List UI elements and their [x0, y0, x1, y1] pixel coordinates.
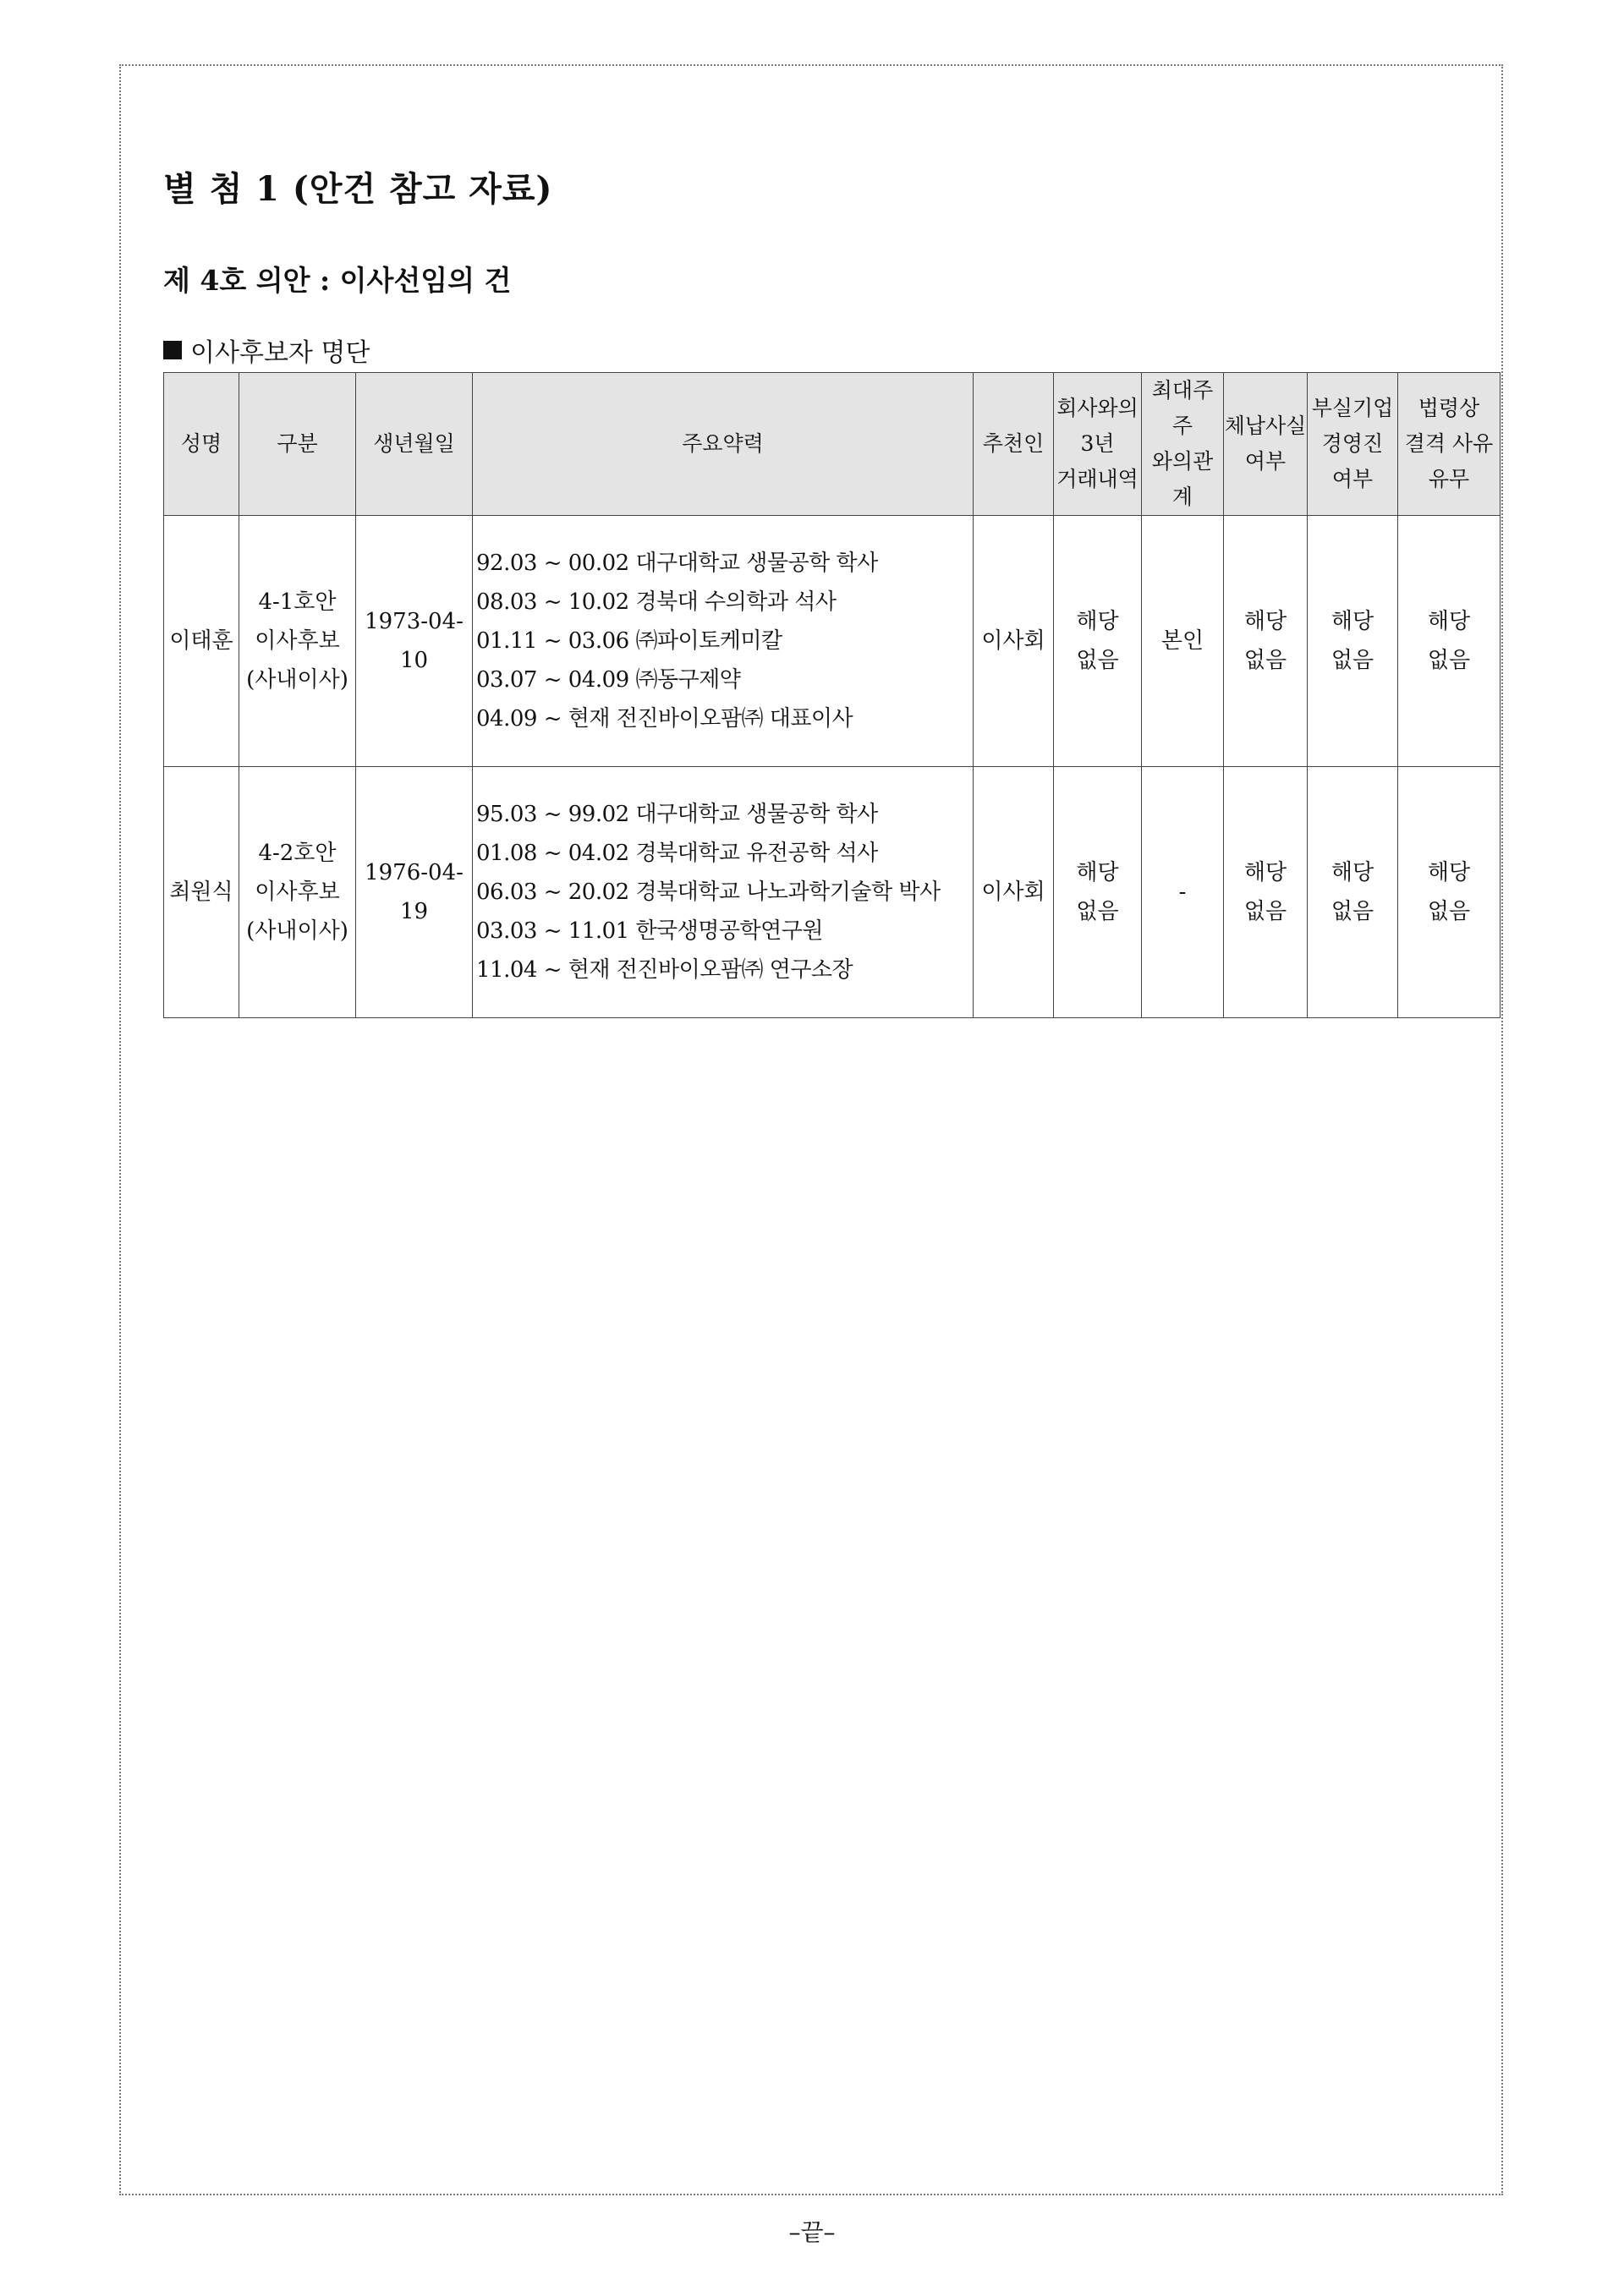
header-name: 성명	[164, 373, 239, 516]
square-bullet-icon	[163, 341, 182, 359]
header-tax-default: 체납사실 여부	[1224, 373, 1308, 516]
cell-category: 4-2호안 이사후보 (사내이사)	[239, 767, 356, 1018]
candidate-table	[163, 372, 1501, 1018]
header-relation: 최대주주 와의관계	[1142, 373, 1224, 516]
cell-insolvent: 해당 없음	[1308, 767, 1398, 1018]
cell-career: 95.03 ~ 99.02 대구대학교 생물공학 학사 01.08 ~ 04.02 경북대학교 유전공학 석사 06.03 ~ 20.02 경북대학교 나노과학기술학 박사 03.03 ~ 11.01 한국생명공학연구원 11.04 ~ 현재 전진바이오팜㈜ 연구소장	[473, 767, 974, 1018]
cell-recommender: 이사회	[974, 516, 1054, 767]
header-birth: 생년월일	[356, 373, 473, 516]
cell-disqualification: 해당 없음	[1398, 516, 1501, 767]
cell-relation: -	[1142, 767, 1224, 1018]
cell-name: 최원식	[164, 767, 239, 1018]
page-end-marker: –끝–	[788, 2218, 836, 2246]
agenda-subtitle: 제 4호 의안 : 이사선임의 건	[163, 264, 512, 297]
cell-relation: 본인	[1142, 516, 1224, 767]
cell-birth: 1973-04-10	[356, 516, 473, 767]
table-row	[164, 767, 1501, 1018]
cell-transactions: 해당 없음	[1054, 516, 1142, 767]
page-title: 별 첨 1 (안건 참고 자료)	[163, 169, 553, 209]
cell-tax-default: 해당 없음	[1224, 767, 1308, 1018]
table-header-row	[164, 373, 1501, 516]
cell-transactions: 해당 없음	[1054, 767, 1142, 1018]
cell-recommender: 이사회	[974, 767, 1054, 1018]
section-heading-label: 이사후보자 명단	[190, 338, 370, 368]
header-career: 주요약력	[473, 373, 974, 516]
section-heading	[163, 332, 370, 369]
cell-career: 92.03 ~ 00.02 대구대학교 생물공학 학사 08.03 ~ 10.02 경북대 수의학과 석사 01.11 ~ 03.06 ㈜파이토케미칼 03.07 ~ 04.09 ㈜동구제약 04.09 ~ 현재 전진바이오팜㈜ 대표이사	[473, 516, 974, 767]
header-disqualification: 법령상 결격 사유 유무	[1398, 373, 1501, 516]
cell-category: 4-1호안 이사후보 (사내이사)	[239, 516, 356, 767]
header-category: 구분	[239, 373, 356, 516]
cell-insolvent: 해당 없음	[1308, 516, 1398, 767]
header-insolvent: 부실기업 경영진 여부	[1308, 373, 1398, 516]
table-row	[164, 516, 1501, 767]
cell-birth: 1976-04-19	[356, 767, 473, 1018]
header-recommender: 추천인	[974, 373, 1054, 516]
cell-name: 이태훈	[164, 516, 239, 767]
cell-tax-default: 해당 없음	[1224, 516, 1308, 767]
header-transactions: 회사와의 3년 거래내역	[1054, 373, 1142, 516]
cell-disqualification: 해당 없음	[1398, 767, 1501, 1018]
